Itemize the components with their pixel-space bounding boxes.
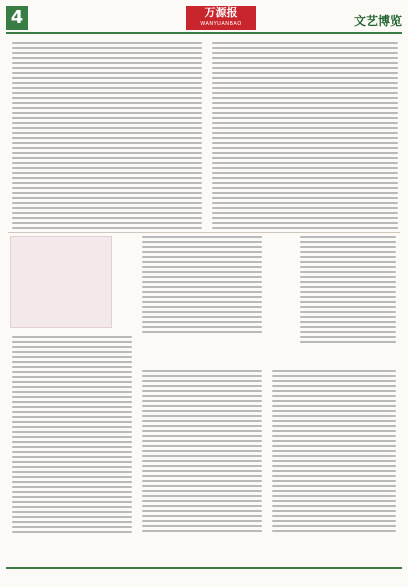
article-text-right-middle <box>300 236 396 346</box>
masthead <box>186 6 256 30</box>
article-text-bottom-center <box>142 370 262 535</box>
article-text-left-column <box>12 336 132 536</box>
article-text-center <box>142 236 262 336</box>
page-number: 4 <box>6 6 28 30</box>
section-divider <box>8 232 400 233</box>
article-text-top-right <box>212 42 398 232</box>
masthead-title: 万源报 <box>204 6 238 19</box>
article-text-top-left <box>12 42 202 232</box>
masthead-subtitle: WANYUANBAO <box>200 21 242 27</box>
section-title: 文艺博览 <box>353 14 402 28</box>
page-header <box>6 6 402 34</box>
illustration-box <box>10 236 112 328</box>
page-footer <box>6 567 402 581</box>
article-text-bottom-right <box>272 370 396 535</box>
